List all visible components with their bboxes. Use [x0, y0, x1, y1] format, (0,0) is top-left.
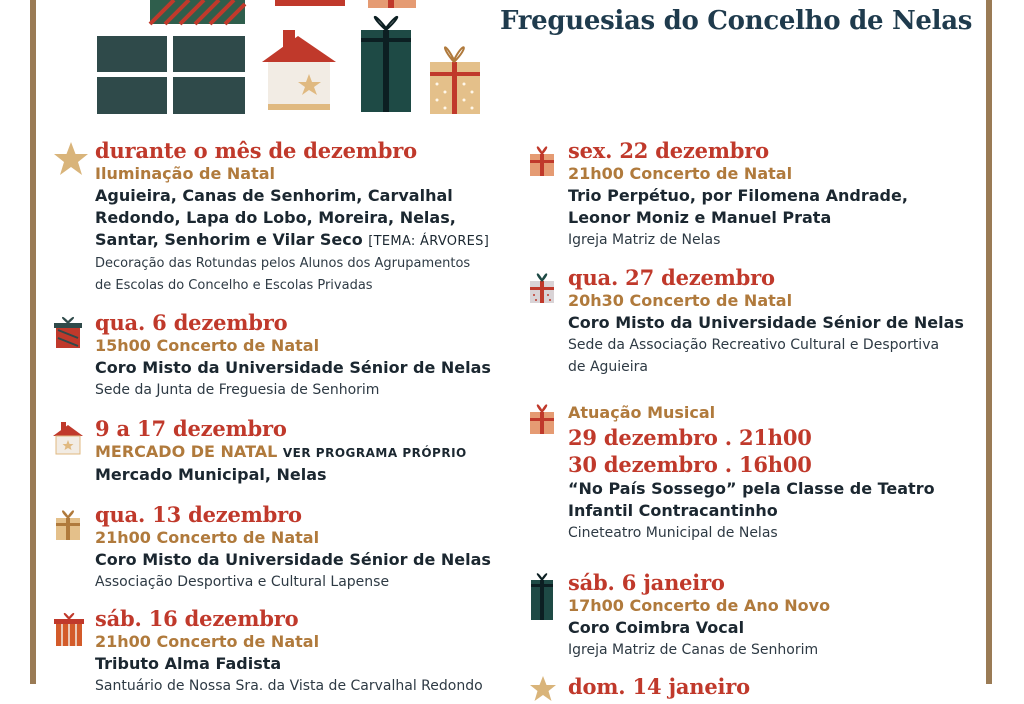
house-icon — [262, 30, 336, 110]
page-title: Freguesias do Concelho de Nelas — [500, 6, 973, 36]
event-performer: Coro Coimbra Vocal — [568, 618, 745, 637]
event-performer: Trio Perpétuo, por Filomena Andrade, — [568, 186, 908, 205]
event-performer: Redondo, Lapa do Lobo, Moreira, Nelas, — [95, 208, 456, 227]
page-frame-left — [30, 0, 36, 684]
gift-red-icon — [54, 316, 82, 350]
star-icon — [52, 140, 90, 178]
event-date: 29 dezembro . 21h00 — [568, 425, 812, 450]
event-performer: Aguieira, Canas de Senhorim, Carvalhal — [95, 186, 453, 205]
event-type: 21h00 Concerto de Natal — [568, 164, 793, 183]
green-gift-icon — [361, 17, 411, 112]
event-performer: Tributo Alma Fadista — [95, 654, 282, 673]
event-type: Atuação Musical — [568, 403, 716, 422]
event-date: 30 dezembro . 16h00 — [568, 452, 812, 477]
event-performer: Coro Misto da Universidade Sénior de Nelas — [95, 358, 491, 377]
event-date: durante o mês de dezembro — [95, 138, 417, 163]
theme-note: [TEMA: ÁRVORES] — [368, 234, 490, 249]
event-performer: Coro Misto da Universidade Sénior de Nelas — [568, 313, 964, 332]
event-venue: Igreja Matriz de Canas de Senhorim — [568, 642, 819, 658]
event-type: 15h00 Concerto de Natal — [95, 336, 320, 355]
event-venue: Mercado Municipal, Nelas — [95, 465, 327, 484]
event-venue: de Aguieira — [568, 359, 649, 375]
gift-peach-icon — [528, 402, 556, 436]
gift-peach-icon — [528, 144, 556, 178]
event-date: dom. 14 janeiro — [568, 674, 750, 699]
event-date: sáb. 16 dezembro — [95, 606, 299, 631]
event-date: qua. 6 dezembro — [95, 310, 288, 335]
gift-green-icon — [528, 572, 556, 622]
striped-gift-icon — [150, 0, 245, 24]
event-venue: Santuário de Nossa Sra. da Vista de Carvalhal Redondo — [95, 678, 483, 694]
event-date: 9 a 17 dezembro — [95, 416, 287, 441]
gifts-illustration — [90, 0, 490, 120]
page-frame-right — [986, 0, 992, 684]
event-type: Iluminação de Natal — [95, 164, 276, 183]
event-type: 21h00 Concerto de Natal — [95, 528, 320, 547]
event-performer: Leonor Moniz e Manuel Prata — [568, 208, 832, 227]
star-icon — [528, 674, 558, 704]
dark-gift-icon — [97, 36, 245, 114]
house-icon — [52, 420, 84, 456]
program-note: VER PROGRAMA PRÓPRIO — [282, 446, 467, 460]
event-type: MERCADO DE NATAL — [95, 442, 278, 461]
event-type: 20h30 Concerto de Natal — [568, 291, 793, 310]
event-venue: Associação Desportiva e Cultural Lapense — [95, 574, 390, 590]
gift-tan-icon — [54, 508, 82, 542]
event-date: sáb. 6 janeiro — [568, 570, 725, 595]
event-performer: “No País Sossego” pela Classe de Teatro — [568, 479, 935, 498]
tan-gift-icon — [430, 47, 480, 114]
event-venue: Sede da Associação Recreativo Cultural e Desportiva — [568, 337, 940, 353]
red-gift-icon — [275, 0, 345, 6]
event-performer: Infantil Contracantinho — [568, 501, 778, 520]
gift-orange-icon — [54, 612, 84, 648]
event-date: qua. 27 dezembro — [568, 265, 775, 290]
event-venue: Igreja Matriz de Nelas — [568, 232, 721, 248]
event-venue: Sede da Junta de Freguesia de Senhorim — [95, 382, 380, 398]
gift-grey-icon — [528, 271, 556, 305]
event-performer: Coro Misto da Universidade Sénior de Nelas — [95, 550, 491, 569]
event-type: 21h00 Concerto de Natal — [95, 632, 320, 651]
event-type: 17h00 Concerto de Ano Novo — [568, 596, 831, 615]
event-date: qua. 13 dezembro — [95, 502, 302, 527]
event-venue: de Escolas do Concelho e Escolas Privadas — [95, 278, 373, 293]
event-venue: Decoração das Rotundas pelos Alunos dos Agrupamentos — [95, 256, 471, 271]
event-venue: Cineteatro Municipal de Nelas — [568, 525, 778, 541]
event-date: sex. 22 dezembro — [568, 138, 769, 163]
orange-gift-icon — [368, 0, 416, 8]
event-performer: Santar, Senhorim e Vilar Seco — [95, 230, 363, 249]
